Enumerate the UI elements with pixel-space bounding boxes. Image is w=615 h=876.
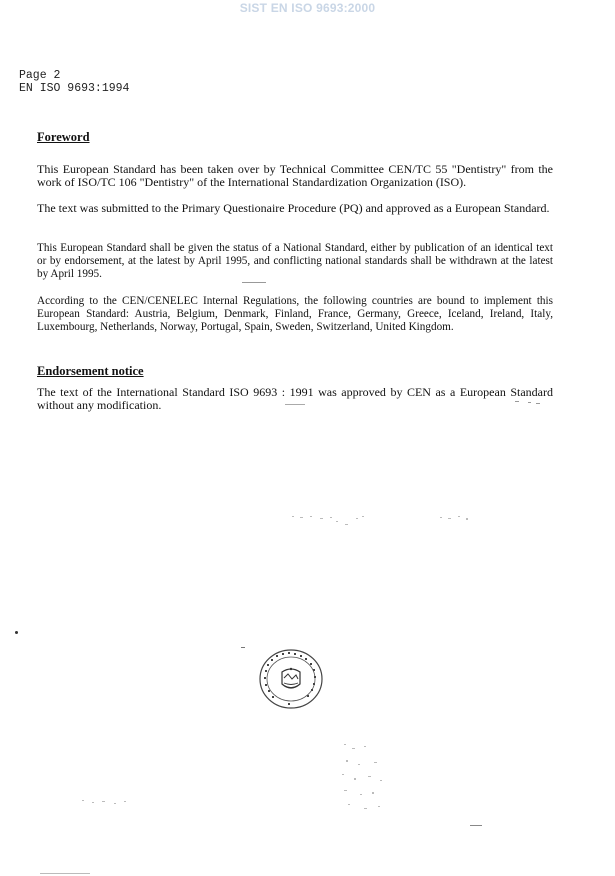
scan-mark	[242, 282, 266, 283]
endorsement-heading: Endorsement notice	[37, 364, 144, 378]
official-seal-stamp	[258, 648, 324, 710]
foreword-paragraph-4: According to the CEN/CENELEC Internal Regulations, the following countries are bound to implement this European Standard: Austria, Belgium, Denmark, Finland, France, Germany, Greece, Iceland, Ireland, Italy, Luxembourg, Netherlands, Norway, Portugal, Spain, Sweden, Switzerland, United Kingdom.	[37, 295, 553, 333]
scan-mark	[15, 631, 18, 634]
scan-mark	[536, 403, 540, 404]
page-number: Page 2	[19, 69, 61, 82]
scan-mark	[515, 401, 519, 402]
scan-mark	[40, 873, 90, 874]
scan-noise	[334, 740, 394, 820]
scan-noise	[290, 512, 480, 530]
scan-mark	[470, 825, 482, 826]
foreword-heading: Foreword	[37, 130, 90, 144]
standard-id: EN ISO 9693:1994	[19, 82, 130, 95]
foreword-paragraph-2: The text was submitted to the Primary Questionaire Procedure (PQ) and approved as a European Standard.	[37, 201, 550, 215]
endorsement-paragraph: The text of the International Standard ISO 9693 : 1991 was approved by CEN as a European Standard without any modification.	[37, 385, 553, 412]
watermark: SIST EN ISO 9693:2000	[239, 1, 376, 15]
scan-noise	[80, 796, 130, 810]
foreword-paragraph-3: This European Standard shall be given the status of a National Standard, either by publication of an identical text or by endorsement, at the latest by April 1995, and conflicting national standards shall be withdrawn at the latest by April 1995.	[37, 242, 553, 280]
scan-mark	[285, 404, 305, 405]
scan-mark	[528, 402, 531, 403]
page-reference	[19, 69, 129, 95]
scan-mark	[241, 647, 245, 648]
foreword-paragraph-1: This European Standard has been taken over by Technical Committee CEN/TC 55 "Dentistry" from the work of ISO/TC 106 "Dentistry" of the International Standardization Organization (ISO).	[37, 162, 553, 189]
